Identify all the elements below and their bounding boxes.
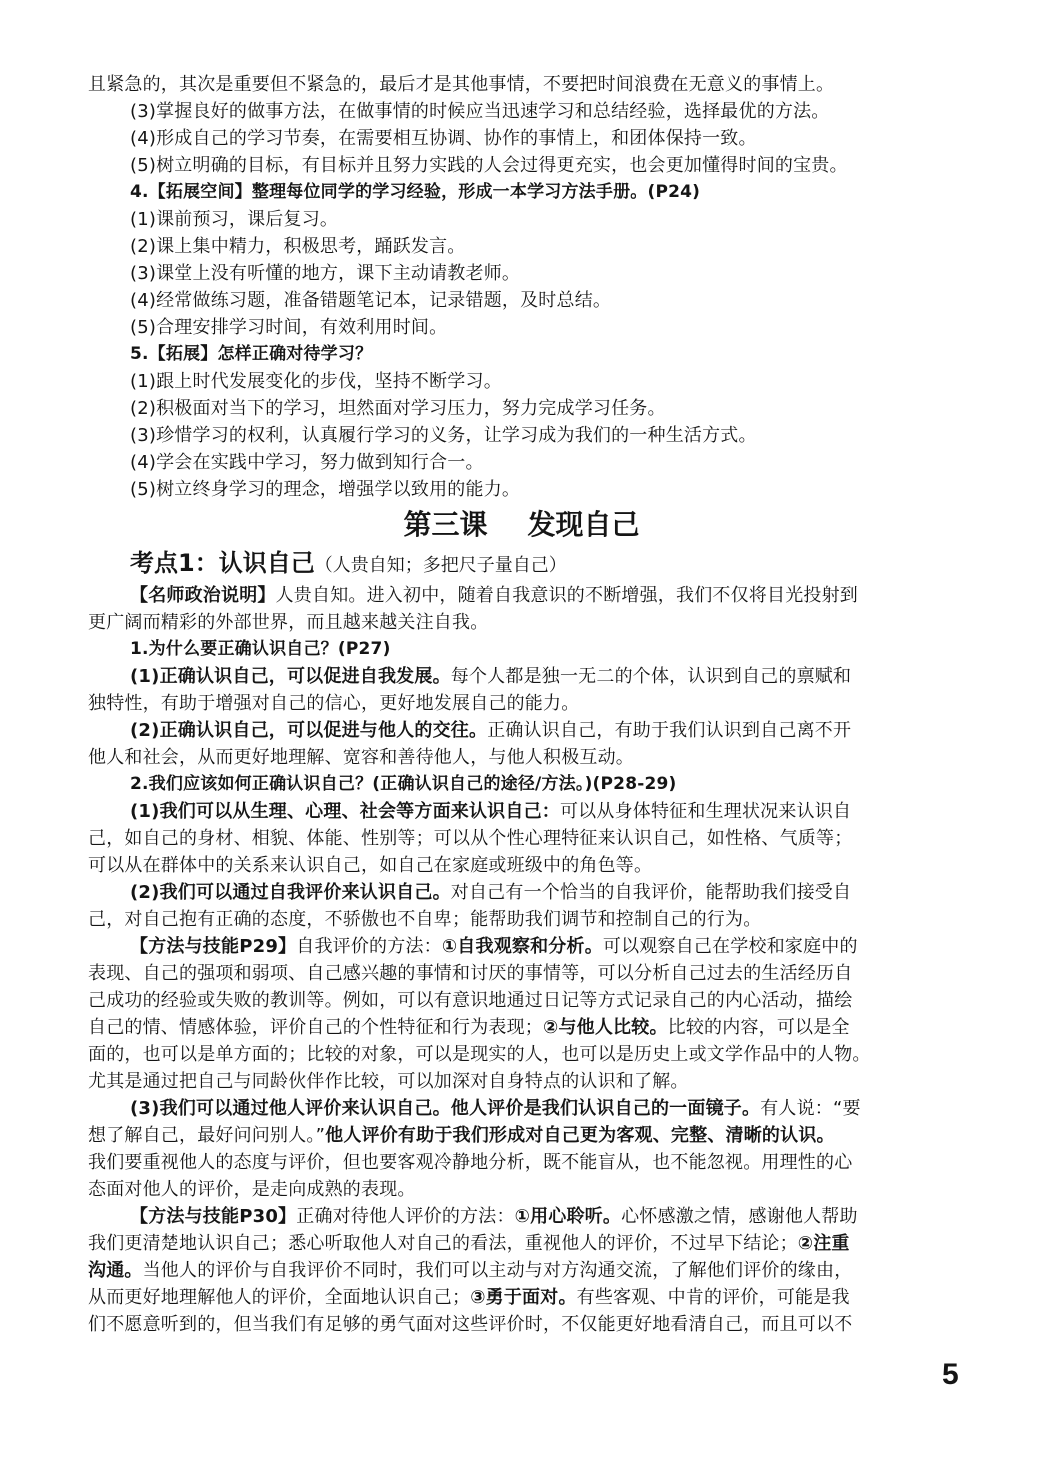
list-item: (4)学会在实践中学习，努力做到知行合一。	[130, 452, 484, 473]
text-line	[88, 1230, 968, 1257]
page-number: 5	[942, 1358, 959, 1391]
list-item: (5)合理安排学习时间，有效利用时间。	[130, 317, 448, 338]
text-line: 表现、自己的强项和弱项、自己感兴趣的事情和讨厌的事情等，可以分析自己过去的生活经历自	[88, 963, 853, 984]
text-line: 己，如自己的身材、相貌、体能、性别等；可以从个性心理特征来认识自己，如性格、气质等；	[88, 828, 853, 849]
method-text: 从而更好地理解他人的评价，全面地认识自己；	[88, 1287, 471, 1308]
lesson-number: 第三课	[403, 508, 488, 541]
method-text: 当他人的评价与自我评价不同时，我们可以主动与对方沟通交流，了解他们评价的缘由，	[142, 1260, 853, 1281]
text-line: 态面对他人的评价，是走向成熟的表现。	[88, 1179, 416, 1200]
lesson-name: 发现自己	[527, 508, 640, 541]
question-heading: 4.【拓展空间】整理每位同学的学习经验，形成一本学习方法手册。(P24)	[130, 182, 701, 202]
method-paragraph	[130, 1203, 1010, 1230]
lesson-title	[0, 508, 1043, 542]
answer-text: 有人说：“要	[760, 1098, 861, 1119]
answer-point: (2)我们可以通过自我评价来认识自己。	[130, 882, 451, 903]
text-line: 独特性，有助于增强对自己的信心，更好地发展自己的能力。	[88, 693, 580, 714]
text-line: 己成功的经验或失败的教训等。例如，可以有意识地通过日记等方式记录自己的内心活动，描绘	[88, 990, 853, 1011]
answer-point: (3)我们可以通过他人评价来认识自己。他人评价是我们认识自己的一面镜子。	[130, 1098, 761, 1119]
text-line: (4)形成自己的学习节奏，在需要相互协调、协作的事情上，和团体保持一致。	[130, 128, 757, 149]
text-line: 尤其是通过把自己与同龄伙伴作比较，可以加深对自身特点的认识和了解。	[88, 1071, 689, 1092]
method-text: 我们更清楚地认识自己；悉心听取他人对自己的看法，重视他人的评价，不过早下结论；	[88, 1233, 798, 1254]
method-point: ③勇于面对。	[470, 1287, 577, 1308]
question-heading: 1.为什么要正确认识自己？(P27)	[130, 639, 391, 659]
method-point: ①用心聆听。	[514, 1206, 622, 1227]
method-text: 比较的内容，可以是全	[667, 1017, 850, 1038]
text-line: 他人和社会，从而更好地理解、宽容和善待他人，与他人积极互动。	[88, 747, 634, 768]
text-line: 且紧急的，其次是重要但不紧急的，最后才是其他事情，不要把时间浪费在无意义的事情上。	[88, 74, 835, 95]
key-point-title: 考点1：认识自己	[130, 549, 315, 577]
list-item: (2)积极面对当下的学习，坦然面对学习压力，努力完成学习任务。	[130, 398, 666, 419]
method-paragraph	[130, 933, 1010, 960]
text-line: 己，对自己抱有正确的态度，不骄傲也不自卑；能帮助我们调节和控制自己的行为。	[88, 909, 762, 930]
answer-text: 对自己有一个恰当的自我评价，能帮助我们接受自	[450, 882, 852, 903]
list-item: (1)课前预习，课后复习。	[130, 209, 339, 230]
method-label: 【方法与技能P30】	[130, 1206, 297, 1227]
text-line	[88, 1257, 968, 1284]
answer-line	[130, 717, 1010, 744]
intro-text: 人贵自知。进入初中，随着自我意识的不断增强，我们不仅将目光投射到	[275, 585, 859, 606]
text-line	[88, 1284, 968, 1311]
answer-line	[130, 663, 1010, 690]
text-line: 可以从在群体中的关系来认识自己，如自己在家庭或班级中的角色等。	[88, 855, 653, 876]
list-item: (3)珍惜学习的权利，认真履行学习的义务，让学习成为我们的一种生活方式。	[130, 425, 757, 446]
method-point: 沟通。	[88, 1260, 143, 1281]
question-heading: 2.我们应该如何正确认识自己？(正确认识自己的途径/方法。)(P28-29)	[130, 774, 677, 794]
method-text: 正确对待他人评价的方法：	[296, 1206, 515, 1227]
intro-paragraph	[130, 582, 1010, 609]
text-line: 们不愿意听到的，但当我们有足够的勇气面对这些评价时，不仅能更好地看清自己，而且可以不	[88, 1314, 853, 1335]
text-line: 我们要重视他人的态度与评价，但也要客观冷静地分析，既不能盲从，也不能忽视。用理性的心	[88, 1152, 853, 1173]
method-text: 可以观察自己在学校和家庭中的	[602, 936, 858, 957]
question-heading: 5.【拓展】怎样正确对待学习？	[130, 344, 373, 364]
text-line: 面的，也可以是单方面的；比较的对象，可以是现实的人，也可以是历史上或文学作品中的人物。	[88, 1044, 871, 1065]
answer-line	[130, 798, 1010, 825]
answer-point: (2)正确认识自己，可以促进与他人的交往。	[130, 720, 488, 741]
method-text: 自己的情、情感体验，评价自己的个性特征和行为表现；	[88, 1017, 543, 1038]
text-line	[88, 1014, 968, 1041]
key-point-subtitle: （人贵自知；多把尺子量自己）	[314, 555, 567, 576]
text-line	[88, 1122, 968, 1149]
answer-point: (1)我们可以从生理、心理、社会等方面来认识自己：	[130, 801, 560, 822]
answer-point: (1)正确认识自己，可以促进自我发展。	[130, 666, 451, 687]
method-text: 有些客观、中肯的评价，可能是我	[576, 1287, 850, 1308]
text-line: (3)掌握良好的做事方法，在做事情的时候应当迅速学习和总结经验，选择最优的方法。	[130, 101, 830, 122]
method-text: 心怀感激之情，感谢他人帮助	[621, 1206, 858, 1227]
method-point: ②与他人比较。	[543, 1017, 668, 1038]
answer-text: 想了解自己，最好问问别人。”	[88, 1125, 326, 1146]
list-item: (2)课上集中精力，积极思考，踊跃发言。	[130, 236, 466, 257]
text-line: 更广阔而精彩的外部世界，而且越来越关注自我。	[88, 612, 489, 633]
key-point-heading	[130, 547, 990, 579]
intro-label: 【名师政治说明】	[130, 585, 276, 606]
method-text: 自我评价的方法：	[296, 936, 442, 957]
list-item: (4)经常做练习题，准备错题笔记本，记录错题，及时总结。	[130, 290, 612, 311]
answer-text: 可以从身体特征和生理状况来认识自	[559, 801, 852, 822]
answer-text: 每个人都是独一无二的个体，认识到自己的禀赋和	[450, 666, 852, 687]
method-point: ①自我观察和分析。	[441, 936, 603, 957]
list-item: (3)课堂上没有听懂的地方，课下主动请教老师。	[130, 263, 521, 284]
method-label: 【方法与技能P29】	[130, 936, 297, 957]
list-item: (1)跟上时代发展变化的步伐，坚持不断学习。	[130, 371, 502, 392]
method-point: ②注重	[797, 1233, 850, 1254]
answer-line	[130, 1095, 1010, 1122]
answer-line	[130, 879, 1010, 906]
answer-text: 正确认识自己，有助于我们认识到自己离不开	[487, 720, 852, 741]
answer-point: 他人评价有助于我们形成对自己更为客观、完整、清晰的认识。	[325, 1125, 835, 1146]
list-item: (5)树立终身学习的理念，增强学以致用的能力。	[130, 479, 521, 500]
text-line: (5)树立明确的目标，有目标并且努力实践的人会过得更充实，也会更加懂得时间的宝贵。	[130, 155, 848, 176]
